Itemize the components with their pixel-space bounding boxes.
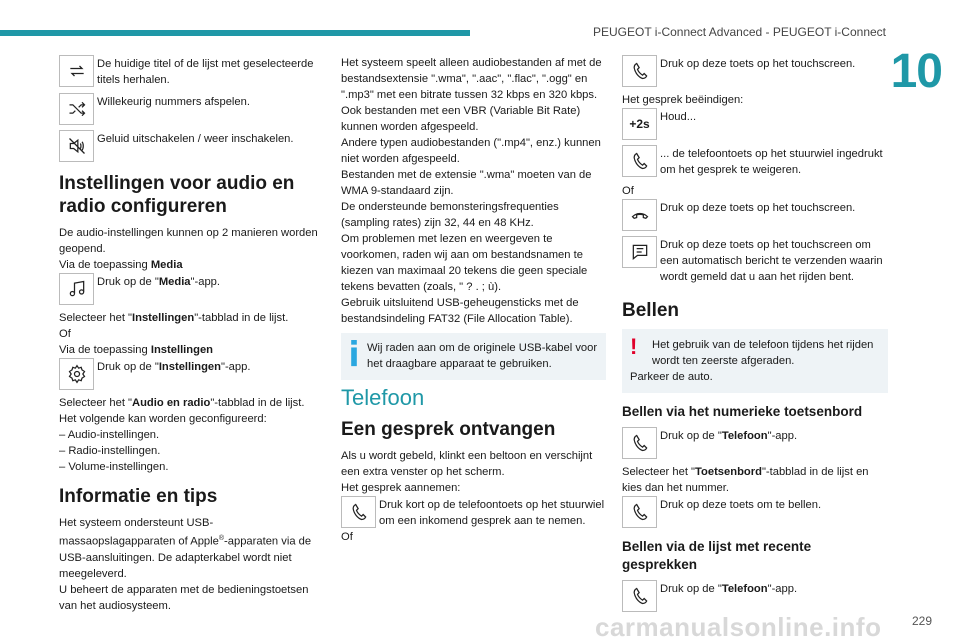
touch-press-text: Druk op deze toets op het touchscreen.	[660, 58, 856, 70]
accept-row	[341, 496, 606, 529]
list-item: – Radio-instellingen.	[59, 445, 161, 457]
message-icon	[622, 236, 657, 268]
paragraph-manage: U beheert de apparaten met de bedieningstoetsen van het audiosysteem.	[59, 583, 309, 612]
message-row	[622, 236, 888, 285]
watermark: carmanualsonline.info	[595, 612, 882, 640]
message-press-text: Druk op deze toets op het touchscreen om een automatisch bericht te verzenden waarin wordt gemeld dat u aan het rijden bent.	[660, 239, 883, 283]
shuffle-text: Willekeurig nummers afspelen.	[97, 96, 250, 108]
info-icon	[349, 340, 359, 373]
phone-press2-text: Druk op de "Telefoon"-app.	[660, 583, 798, 595]
column-1	[59, 55, 325, 614]
call-row	[622, 496, 888, 528]
hold-row	[622, 108, 888, 140]
select-keypad-tab: Selecteer het "Toetsenbord"-tabblad in de lijst en kies dan het nummer.	[622, 466, 869, 494]
phone-handset-icon	[622, 55, 657, 87]
call-press-text: Druk op deze toets om te bellen.	[660, 499, 822, 511]
select-audio-tab: Selecteer het "Audio en radio"-tabblad in de lijst.	[59, 397, 305, 409]
paragraph-sampling: De ondersteunde bemonsteringsfrequenties (sampling rates) zijn 32, 44 en 48 KHz.	[341, 201, 559, 229]
info-cable-text: Wij raden aan om de originele USB-kabel voor het draagbare apparaat te gebruiken.	[367, 342, 598, 370]
paragraph-audio-formats: Het systeem speelt alleen audiobestanden af met de bestandsextensie ".wma", ".aac", ".flac", ".ogg" en ".mp3" met een bitrate tussen 32 kbps en 320 kbps.	[341, 57, 602, 101]
warning-box	[622, 329, 888, 393]
shuffle-icon	[59, 93, 94, 125]
via-settings-line: Via de toepassing Instellingen	[59, 344, 214, 356]
warning-text: Het gebruik van de telefoon tijdens het rijden wordt ten zeerste afgeraden.	[652, 339, 874, 367]
hangup-row	[622, 199, 888, 231]
column-3	[622, 55, 888, 617]
warning-line	[630, 334, 880, 369]
phone-app-row	[622, 427, 888, 459]
paragraph-other-types: Andere typen audiobestanden (".mp4", enz.) kunnen niet worden afgespeeld.	[341, 137, 601, 165]
hold-text: Houd...	[660, 111, 697, 123]
accept-press-text: Druk kort op de telefoontoets op het stuurwiel om een inkomend gesprek aan te nemen.	[379, 499, 605, 527]
mute-row	[59, 130, 325, 162]
repeat-row	[59, 55, 325, 88]
heading-bellen: Bellen	[622, 300, 680, 321]
touch-accept-row	[622, 55, 888, 87]
chapter-number: 10	[890, 45, 942, 98]
heading-receive-call: Een gesprek ontvangen	[341, 419, 556, 440]
media-press-text: Druk op de "Media"-app.	[97, 276, 221, 288]
phone-handset-icon	[622, 145, 657, 177]
repeat-text: De huidige titel of de lijst met geselecteerde titels herhalen.	[97, 58, 314, 86]
header-title: PEUGEOT i-Connect Advanced - PEUGEOT i-Connect	[592, 25, 886, 39]
heading-keypad: Bellen via het numerieke toetsenbord	[622, 404, 863, 419]
mute-icon	[59, 130, 94, 162]
heading-audio-settings: Instellingen voor audio en radio configureren	[59, 173, 295, 217]
paragraph-fat32: Gebruik uitsluitend USB-geheugensticks met de bestandsindeling FAT32 (File Allocation Table).	[341, 297, 579, 325]
column-2	[341, 55, 606, 545]
heading-telefoon: Telefoon	[341, 385, 425, 410]
settings-press-text: Druk op de "Instellingen"-app.	[97, 361, 251, 373]
select-instellingen-tab: Selecteer het "Instellingen"-tabblad in de lijst.	[59, 312, 289, 324]
phone-handset-icon	[622, 427, 657, 459]
paragraph-vbr: Ook bestanden met een VBR (Variable Bit Rate) kunnen worden afgespeeld.	[341, 105, 581, 133]
gear-icon	[59, 358, 94, 390]
reject-text: ... de telefoontoets op het stuurwiel ingedrukt om het gesprek te weigeren.	[660, 148, 883, 176]
header-accent-bar	[0, 30, 470, 36]
list-item: – Volume-instellingen.	[59, 461, 169, 473]
hold-2s-icon: +2s	[622, 108, 657, 140]
shuffle-row	[59, 93, 325, 125]
via-media-line: Via de toepassing Media	[59, 259, 183, 271]
paragraph-problems: Om problemen met lezen en weergeven te voorkomen, raden wij aan om bestandsnamen te kiezen van maximaal 20 tekens die geen speciale tekens bevatten (zoals, " ? . ; ù).	[341, 233, 588, 293]
paragraph-usb: Het systeem ondersteunt USB-massaopslagapparaten of Apple®-apparaten via de USB-aansluitingen. De adapterkabel wordt niet meegeleverd.	[59, 517, 312, 580]
settings-app-row	[59, 358, 325, 390]
mute-text: Geluid uitschakelen / weer inschakelen.	[97, 133, 294, 145]
paragraph-wma: Bestanden met de extensie ".wma" moeten van de WMA 9-standaard zijn.	[341, 169, 592, 197]
music-note-icon	[59, 273, 94, 305]
paragraph-ring: Als u wordt gebeld, klinkt een beltoon en verschijnt een extra venster op het scherm.	[341, 450, 593, 478]
warning-text-2: Parkeer de auto.	[630, 371, 713, 383]
phone-handset-icon	[622, 580, 657, 612]
warning-exclamation-icon: !	[630, 334, 638, 359]
or-text: Of	[341, 531, 353, 543]
hang-up-icon	[622, 199, 657, 231]
accept-label: Het gesprek aannemen:	[341, 482, 461, 494]
page-number: 229	[911, 614, 932, 628]
heading-info-tips: Informatie en tips	[59, 486, 218, 507]
info-box-cable	[341, 333, 606, 380]
media-app-row	[59, 273, 325, 305]
paragraph-audio-open: De audio-instellingen kunnen op 2 manieren worden geopend.	[59, 227, 318, 255]
phone-press-text: Druk op de "Telefoon"-app.	[660, 430, 798, 442]
configured-text: Het volgende kan worden geconfigureerd:	[59, 413, 267, 425]
phone-app-row-2	[622, 580, 888, 612]
list-item: – Audio-instellingen.	[59, 429, 160, 441]
phone-handset-icon	[622, 496, 657, 528]
end-call-label: Het gesprek beëindigen:	[622, 94, 744, 106]
or-text: Of	[59, 328, 71, 340]
heading-recent-calls: Bellen via de lijst met recente gesprekken	[622, 539, 812, 572]
reject-row	[622, 145, 888, 178]
repeat-icon	[59, 55, 94, 87]
or-text: Of	[622, 185, 634, 197]
touch-press2-text: Druk op deze toets op het touchscreen.	[660, 202, 856, 214]
phone-handset-icon	[341, 496, 376, 528]
